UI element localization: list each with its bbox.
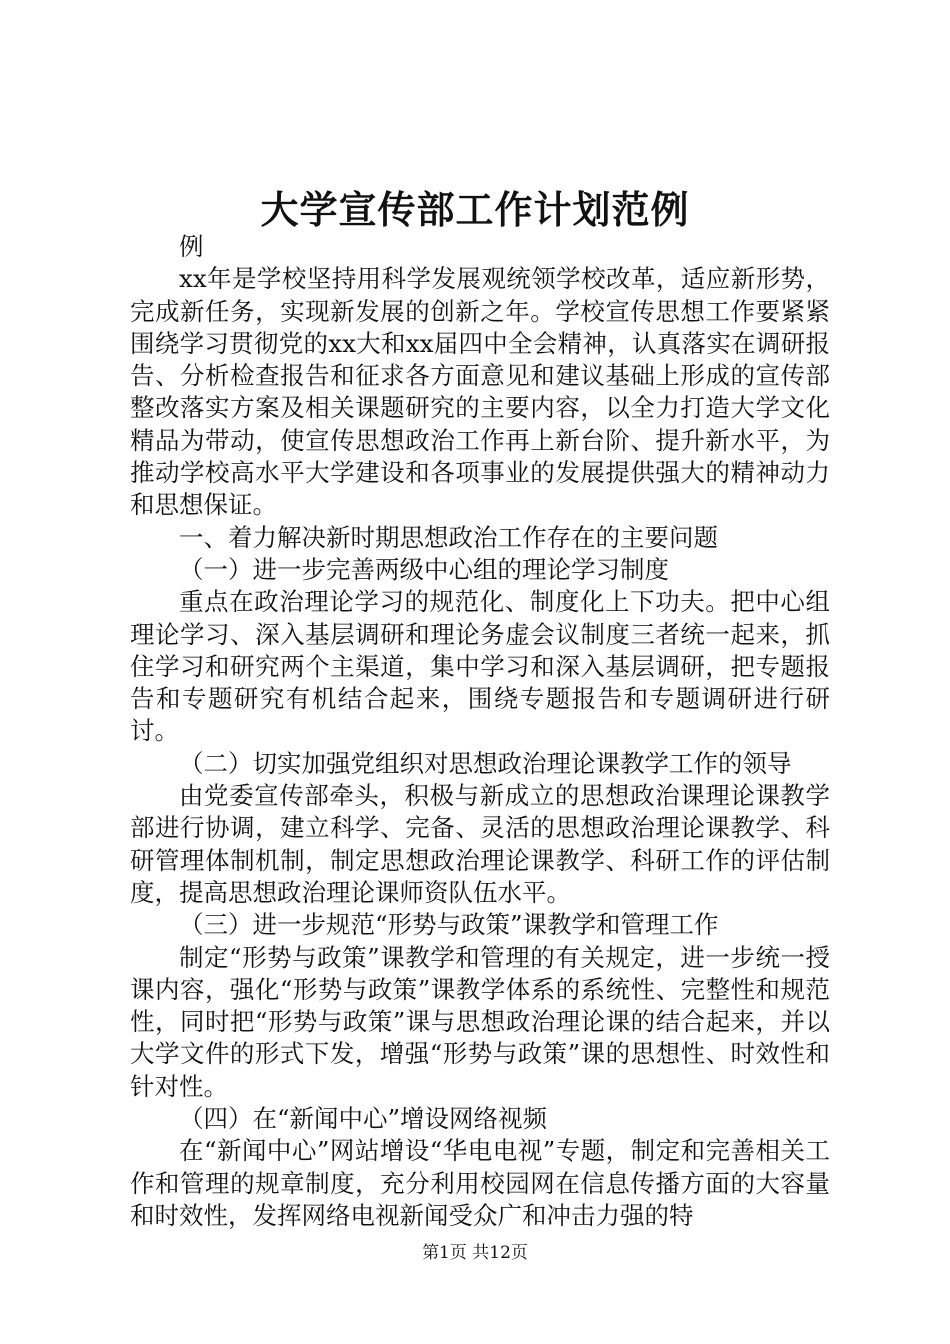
document-body xyxy=(130,231,830,1232)
subsection-heading: （四）在“新闻中心”增设网络视频 xyxy=(179,1104,548,1134)
paragraph: 例 xyxy=(179,232,204,261)
subsection-heading: （一）进一步完善两级中心组的理论学习制度 xyxy=(179,554,669,584)
document-title: 大学宣传部工作计划范例 xyxy=(260,187,690,232)
subsection-heading: （三）进一步规范“形势与政策”课教学和管理工作 xyxy=(179,910,719,940)
section-heading: 一、着力解决新时期思想政治工作存在的主要问题 xyxy=(179,522,718,552)
page-number: 第1页 共12页 xyxy=(422,1243,528,1263)
paragraph: 制定“形势与政策”课教学和管理的有关规定，进一步统一授课内容，强化“形势与政策”课教学体系的系统性、完整性和规范性，同时把“形势与政策”课与思想政治理论课的结合起来，并以大学文件的形式下发，增强“形势与政策”课的思想性、时效性和针对性。 xyxy=(130,942,830,1101)
paragraph: 在“新闻中心”网站增设“华电电视”专题，制定和完善相关工作和管理的规章制度，充分利用校园网在信息传播方面的大容量和时效性，发挥网络电视新闻受众广和冲击力强的特 xyxy=(130,1136,830,1230)
paragraph: xx年是学校坚持用科学发展观统领学校改革，适应新形势，完成新任务，实现新发展的创新之年。学校宣传思想工作要紧紧围绕学习贯彻党的xx大和xx届四中全会精神，认真落实在调研报告、分析检查报告和征求各方面意见和建议基础上形成的宣传部整改落实方案及相关课题研究的主要内容，以全力打造大学文化精品为带动，使宣传思想政治工作再上新台阶、提升新水平，为推动学校高水平大学建设和各项事业的发展提供强大的精神动力和思想保证。 xyxy=(130,264,830,520)
paragraph: 由党委宣传部牵头，积极与新成立的思想政治课理论课教学部进行协调，建立科学、完备、灵活的思想政治理论课教学、科研管理体制机制，制定思想政治理论课教学、科研工作的评估制度，提高思想政治理论课师资队伍水平。 xyxy=(130,781,830,907)
paragraph: 重点在政治理论学习的规范化、制度化上下功夫。把中心组理论学习、深入基层调研和理论务虚会议制度三者统一起来，抓住学习和研究两个主渠道，集中学习和深入基层调研，把专题报告和专题研究有机结合起来，围绕专题报告和专题调研进行研讨。 xyxy=(130,587,830,746)
subsection-heading: （二）切实加强党组织对思想政治理论课教学工作的领导 xyxy=(179,748,792,778)
